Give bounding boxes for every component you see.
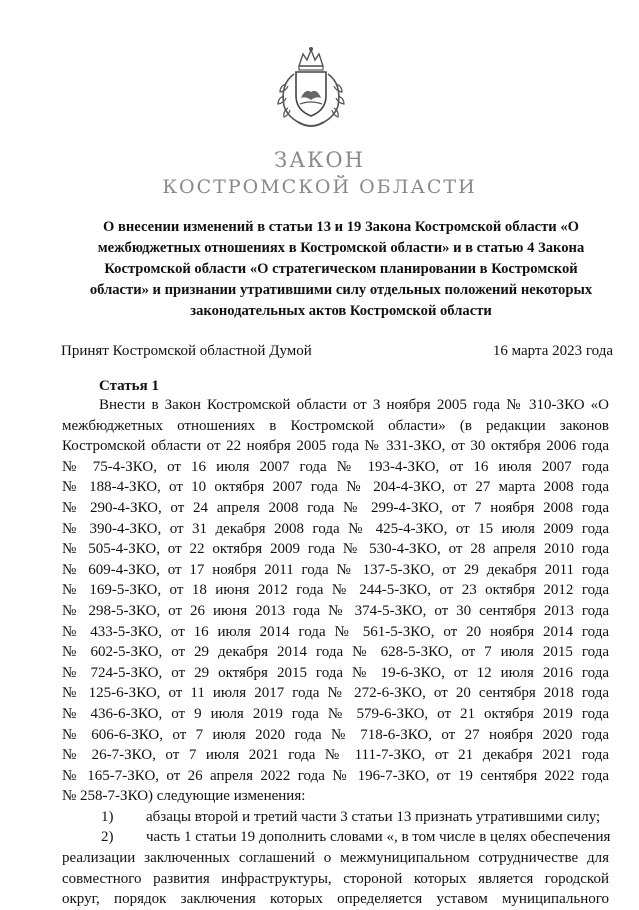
kostroma-coat-of-arms-icon bbox=[272, 44, 350, 130]
article-line: № 165-7-ЗКО, от 26 апреля 2022 года № 196-7-ЗКО, от 19 сентября 2022 года bbox=[62, 767, 609, 784]
adoption-date: 16 марта 2023 года bbox=[492, 343, 613, 359]
article-line: № 169-5-ЗКО, от 18 июня 2012 года № 244-5-ЗКО, от 23 октября 2012 года bbox=[62, 582, 609, 599]
article-line: Внести в Закон Костромской области от 3 ноября 2005 года № 310-ЗКО «О bbox=[99, 397, 609, 413]
article-line: совместного развития инфраструктуры, стороной которых является городской bbox=[62, 870, 609, 887]
list-item-text: абзацы второй и третий части 3 статьи 13 признать утратившими силу; bbox=[146, 808, 601, 825]
article-line: № 436-6-ЗКО, от 9 июля 2019 года № 579-6-ЗКО, от 21 октября 2019 года bbox=[62, 705, 609, 722]
article-line: № 390-4-ЗКО, от 31 декабря 2008 года № 425-4-ЗКО, от 15 июля 2009 года bbox=[62, 520, 609, 537]
article-line: № 298-5-ЗКО, от 26 июня 2013 года № 374-5-ЗКО, от 30 сентября 2013 года bbox=[62, 602, 609, 619]
article-line: № 75-4-ЗКО, от 16 июля 2007 года № 193-4-ЗКО, от 16 июля 2007 года bbox=[62, 458, 609, 475]
article-line: межбюджетных отношениях в Костромской области» (в редакции законов bbox=[62, 417, 609, 434]
law-subject-heading bbox=[66, 217, 616, 322]
article-line: округ, порядок заключения которых определяется уставом муниципального bbox=[62, 891, 609, 908]
article-line: № 125-6-ЗКО, от 11 июля 2017 года № 272-6-ЗКО, от 20 сентября 2018 года bbox=[62, 685, 609, 702]
article-line: Костромской области от 22 ноября 2005 года № 331-ЗКО, от 30 октября 2006 года bbox=[62, 438, 609, 455]
subject-line: Костромской области «О стратегическом планировании в Костромской bbox=[104, 261, 578, 277]
subject-line: законодательных актов Костромской области bbox=[190, 303, 492, 319]
article-line: реализации заключенных соглашений о межмуниципальном сотрудничестве для bbox=[62, 850, 609, 867]
article-line: № 188-4-ЗКО, от 10 октября 2007 года № 204-4-ЗКО, от 27 марта 2008 года bbox=[62, 479, 609, 496]
article-line: № 433-5-ЗКО, от 16 июля 2014 года № 561-5-ЗКО, от 20 ноября 2014 года bbox=[62, 623, 609, 640]
list-item-number: 2) bbox=[101, 829, 114, 846]
article-line: № 609-4-ЗКО, от 17 ноября 2011 года № 137-5-ЗКО, от 29 декабря 2011 года bbox=[62, 561, 609, 578]
document-type-title: ЗАКОН bbox=[274, 148, 365, 172]
list-item-text: часть 1 статьи 19 дополнить словами «, в том числе в целях обеспечения bbox=[146, 829, 611, 846]
article-line: № 606-6-ЗКО, от 7 июля 2020 года № 718-6-ЗКО, от 27 ноября 2020 года bbox=[62, 726, 609, 743]
adopted-by: Принят Костромской областной Думой bbox=[61, 343, 312, 359]
article-line: № 26-7-ЗКО, от 7 июля 2021 года № 111-7-ЗКО, от 21 декабря 2021 года bbox=[62, 747, 609, 764]
list-item-number: 1) bbox=[101, 808, 114, 825]
list-item bbox=[62, 827, 609, 848]
article-line: № 290-4-ЗКО, от 24 апреля 2008 года № 299-4-ЗКО, от 7 ноября 2008 года bbox=[62, 499, 609, 516]
subject-line: О внесении изменений в статьи 13 и 19 Закона Костромской области «О bbox=[103, 219, 579, 235]
subject-line: межбюджетных отношениях в Костромской области» и в статью 4 Закона bbox=[97, 240, 585, 256]
article-title: Статья 1 bbox=[99, 378, 159, 394]
article-line: № 505-4-ЗКО, от 22 октября 2009 года № 530-4-ЗКО, от 28 апреля 2010 года bbox=[62, 541, 609, 558]
region-title: КОСТРОМСКОЙ ОБЛАСТИ bbox=[162, 176, 477, 198]
article-line: № 258-7-ЗКО) следующие изменения: bbox=[62, 788, 306, 805]
article-line: № 602-5-ЗКО, от 29 декабря 2014 года № 628-5-ЗКО, от 7 июля 2015 года bbox=[62, 644, 609, 661]
list-item bbox=[62, 807, 609, 828]
article-body bbox=[62, 395, 609, 910]
article-line: № 724-5-ЗКО, от 29 октября 2015 года № 19-6-ЗКО, от 12 июля 2016 года bbox=[62, 664, 609, 681]
subject-line: области» и признании утратившими силу отдельных положений некоторых bbox=[89, 282, 593, 298]
